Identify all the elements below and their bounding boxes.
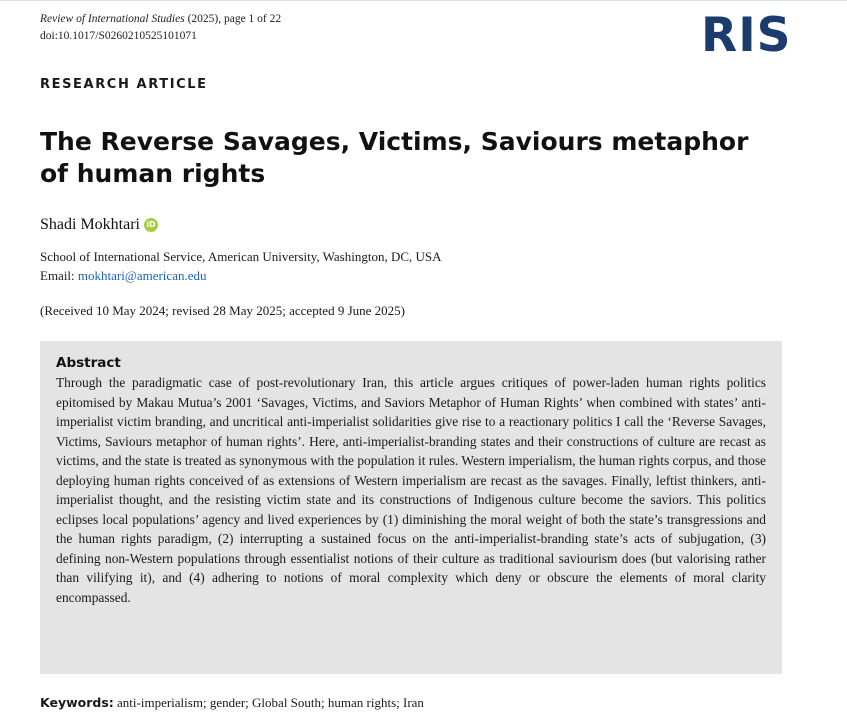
abstract-text: Through the paradigmatic case of post-revolutionary Iran, this article argues critiques of power-laden human rights politics epitomised by Makau Mutua’s 2001 ‘Savages, Victims, and Saviors Metaphor of Human Rights’ when combined with states’ anti-imperialist victim branding, and uncritical anti-imperialist solidarities give rise to a reactionary politics I call the ‘Reverse Savages, Victims, Saviours metaphor of human rights’. Here, anti-imperialist-branding states and their constructions of culture are recast as victims, and the state is treated as synonymous with the population it rules. Western imperialism, the human rights corpus, and those deploying human rights conceived of as extensions of Western imperialism are recast as the savages. Finally, leftist thinkers, anti-imperialist thought, and the resisting victim state and its constructions of Indigenous culture become the saviors. This politics eclipses local populations’ agency and lived experiences by (1) diminishing the moral weight of both the state’s transgressions and the human rights paradigm, (2) interrupting a sustained focus on the anti-imperialist-branding state’s acts of subjugation, (3) defining non-Western populations through essentialist notions of their culture as traditional saviourism does (but valorising rather than vilifying it), and (4) adhering to notions of moral complexity which deny or obscure the elements of moral clarity encompassed. (56, 375, 766, 605)
journal-citation (40, 13, 281, 25)
journal-meta: (2025), page 1 of 22 (184, 13, 282, 25)
keywords (40, 695, 424, 711)
article-type: RESEARCH ARTICLE (40, 77, 208, 92)
orcid-icon[interactable]: iD (144, 218, 158, 232)
keywords-list: anti-imperialism; gender; Global South; human rights; Iran (113, 695, 424, 710)
author-email (40, 268, 206, 284)
keywords-label: Keywords: (40, 695, 114, 710)
journal-logo: RIS (701, 8, 792, 63)
article-dates: (Received 10 May 2024; revised 28 May 2025; accepted 9 June 2025) (40, 303, 405, 318)
author-line (40, 216, 158, 234)
email-label: Email: (40, 268, 78, 283)
author-affiliation: School of International Service, American University, Washington, DC, USA (40, 249, 442, 264)
abstract-box (40, 341, 782, 674)
email-link[interactable]: mokhtari@american.edu (77, 268, 207, 283)
author-name: Shadi Mokhtari (40, 216, 140, 233)
journal-name: Review of International Studies (40, 13, 185, 25)
abstract-heading: Abstract (56, 355, 121, 371)
journal-doi: doi:10.1017/S0260210525101071 (40, 30, 197, 42)
article-title: The Reverse Savages, Victims, Saviours metaphor of human rights (40, 127, 749, 188)
